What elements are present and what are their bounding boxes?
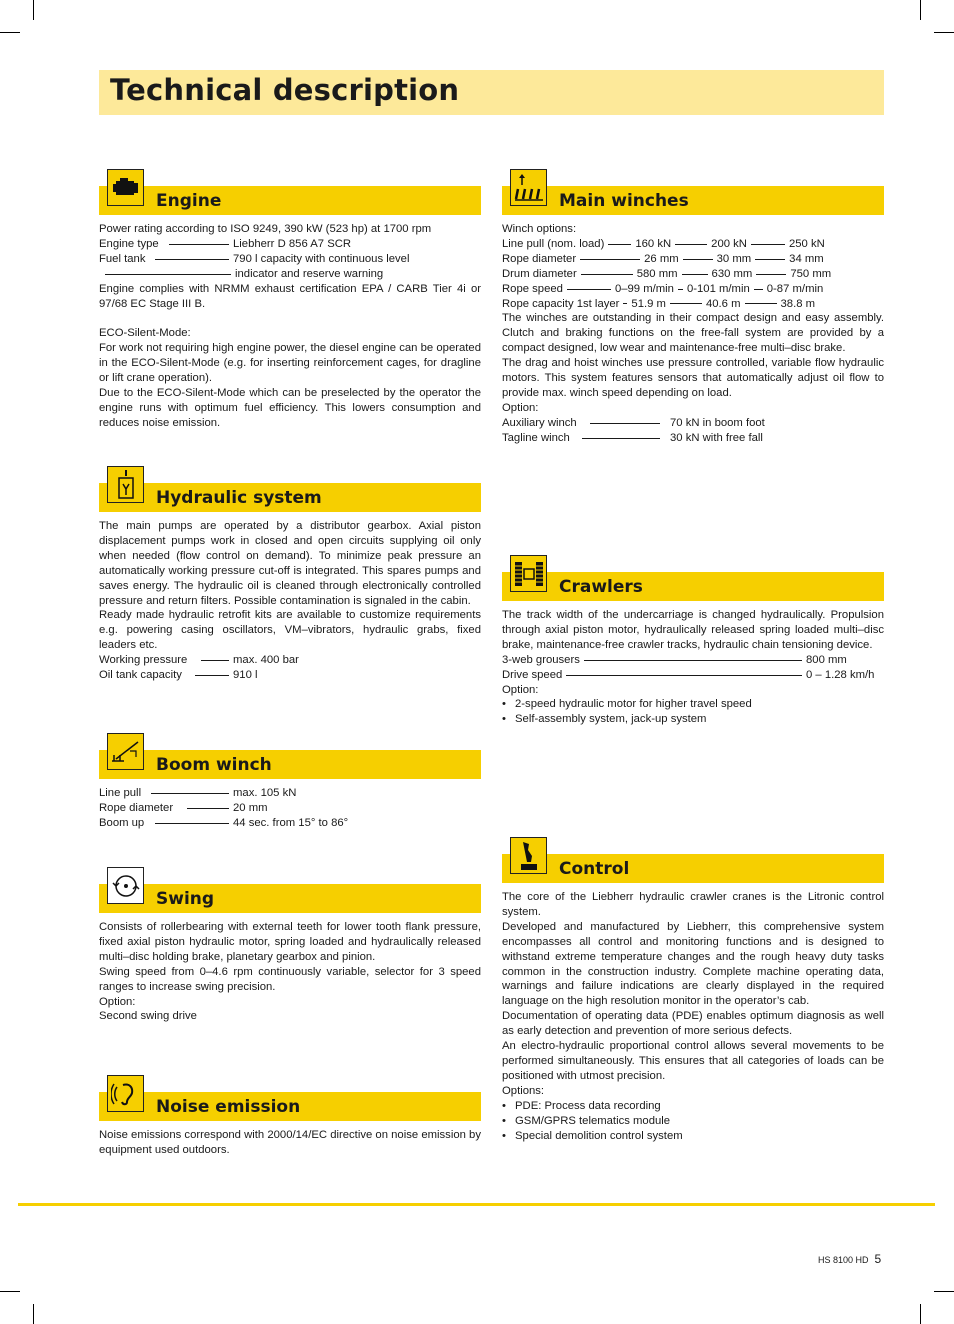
model-name: HS 8100 HD (818, 1255, 869, 1265)
spec-row: Tagline winch 30 kN with free fall (502, 431, 763, 444)
ear-icon (107, 1075, 144, 1112)
section-title: Engine (156, 191, 222, 211)
paragraph: An electro-hydraulic proportional control allows several movements to be performed simultaneously. This ensures that all categories of loads can be positioned with utmost precision. (502, 1040, 884, 1082)
paragraph: Engine complies with NRMM exhaust certification EPA / CARB Tier 4i or 97/68 EC Stage III B. (99, 282, 481, 310)
spec-label: Rope capacity 1st layer (502, 297, 620, 310)
spec-value: 630 mm (711, 267, 753, 280)
section-title: Control (559, 859, 630, 879)
spec-label: Rope diameter (502, 252, 577, 265)
leader-line (581, 274, 633, 275)
spec-row (502, 653, 884, 668)
spec-value: 910 l (233, 669, 258, 682)
section-header (99, 476, 481, 512)
list-item: • PDE: Process data recording (502, 1099, 884, 1114)
joystick-icon (510, 837, 547, 874)
spec-value: 44 sec. from 15° to 86° (233, 816, 349, 829)
leader-line (566, 675, 802, 676)
spec-value: indicator and reserve warning (235, 267, 384, 280)
subheading: Winch options: (502, 223, 577, 235)
subheading: Option: (502, 401, 539, 414)
spec-value: 250 kN (788, 237, 825, 250)
title-band (99, 70, 884, 115)
crop-mark (33, 0, 34, 20)
leader-line (608, 244, 631, 245)
option-list (502, 697, 884, 727)
paragraph: The track width of the undercarriage is changed hydraulically. Propulsion through axial piston motor, hydraulically released spring loaded multi–disc brake, maintenance-free crawler tracks, hydraulic chain tensioning device. (502, 609, 884, 651)
spec-value: 70 kN in boom foot (670, 416, 765, 429)
paragraph: Documentation of operating data (PDE) enables optimum diagnosis as well as early detection and prevention of more serious defects. (502, 1010, 884, 1038)
leader-line (670, 303, 702, 304)
section-header (502, 565, 884, 601)
noise-section (99, 1085, 481, 1158)
footer-rule (18, 1203, 935, 1206)
spec-value: 40.6 m (705, 297, 741, 310)
paragraph: Developed and manufactured by Liebherr, this comprehensive system encompasses all control and monitoring functions and is designed to withstand extreme temperature changes and the rough heavy duty tasks common in the construction industry. Complete machine operating data, warnings and failure indications are clearly displayed in the required language on the high resolution monitor in the operator’s cab. (502, 920, 884, 1008)
spec-row: Engine type Liebherr D 856 A7 SCR (99, 237, 352, 250)
paragraph: Ready made hydraulic retrofit kits are available to customize requirements e.g. powering casing oscillators, VM–vibrators, hydraulic grabs, fixed leaders etc. (99, 609, 481, 652)
engine-icon (107, 169, 144, 206)
leader-line (675, 244, 707, 245)
spec-value: 800 mm (806, 653, 847, 666)
crop-mark (934, 1291, 954, 1292)
spec-row: Oil tank capacity 910 l (99, 669, 258, 682)
leader-line (580, 259, 640, 260)
spec-row (502, 237, 884, 252)
hydraulic-section (99, 476, 481, 683)
subheading: Options: (502, 1084, 545, 1097)
section-header (99, 1085, 481, 1121)
crawlers-section (502, 565, 884, 727)
paragraph: Noise emissions correspond with 2000/14/EC directive on noise emission by equipment used outdoors. (99, 1129, 481, 1156)
spec-value: max. 105 kN (233, 787, 297, 799)
section-title: Noise emission (156, 1097, 301, 1117)
leader-line (590, 423, 660, 424)
leader-line (155, 259, 229, 260)
leader-line (582, 438, 660, 439)
section-header (99, 877, 481, 913)
swing-icon (107, 867, 144, 904)
section-body (502, 222, 884, 446)
list-item: • 2-speed hydraulic motor for higher travel speed (502, 697, 884, 712)
spec-row: Fuel tank 790 l capacity with continuous level (99, 252, 410, 265)
page-number: 5 (874, 1252, 882, 1266)
spec-value: 0-87 m/min (766, 282, 824, 295)
leader-line (683, 259, 713, 260)
crop-mark (920, 1304, 921, 1324)
page-title: Technical description (110, 73, 460, 107)
spec-row (502, 282, 884, 297)
leader-line (678, 289, 683, 290)
subheading: ECO-Silent-Mode: (99, 327, 191, 340)
crop-mark (33, 1304, 34, 1324)
spec-value: 30 kN with free fall (670, 431, 763, 444)
paragraph: The main pumps are operated by a distributor gearbox. Axial piston displacement pumps work in closed and open circuits supplying oil only when needed (flow control on demand). To minimize peak pressure an automatically working pressure cut-off is integrated. This spares pumps and saves energy. The hydraulic oil is cleaned through electronically controlled pressure and return filters. Possible contamination is signaled in the cabin. (99, 520, 481, 607)
section-title: Hydraulic system (156, 488, 322, 508)
spec-value: max. 400 bar (233, 654, 299, 667)
hydraulic-icon (107, 466, 144, 503)
section-body (99, 1128, 481, 1158)
spec-value: 51.9 m (631, 297, 666, 310)
page-footer (818, 1252, 881, 1266)
leader-line (105, 274, 231, 275)
spec-value: 0 – 1.28 km/h (806, 668, 875, 681)
spec-value: 0-101 m/min (686, 282, 750, 295)
engine-section (99, 179, 481, 431)
leader-line (169, 244, 229, 245)
paragraph: The winches are outstanding in their compact design and easy assembly. Clutch and braking functions on the free-fall system are provided by a compact designed, low wear and maintenance-free multi–disc brake. (502, 312, 884, 355)
section-header (99, 743, 481, 779)
leader-line (623, 303, 627, 304)
spec-label: Line pull (nom. load) (502, 237, 605, 250)
section-body (99, 222, 481, 431)
spec-label: Drive speed (502, 668, 563, 681)
section-title: Boom winch (156, 755, 272, 775)
spec-value: Liebherr D 856 A7 SCR (233, 237, 352, 250)
spec-value: 34 mm (789, 252, 824, 265)
spec-value: 790 l capacity with continuous level (233, 252, 410, 265)
crop-mark (0, 1291, 20, 1292)
spec-value: 26 mm (644, 252, 679, 265)
section-body (99, 519, 481, 683)
list-item: • GSM/GPRS telematics module (502, 1114, 884, 1129)
section-body (99, 786, 481, 831)
crawler-icon (510, 555, 547, 592)
spec-row: Line pull max. 105 kN (99, 787, 297, 799)
leader-line (195, 675, 229, 676)
leader-line (755, 259, 785, 260)
leader-line (567, 289, 611, 290)
paragraph: Due to the ECO-Silent-Mode which can be preselected by the operator the engine runs with optimum fuel efficiency. This lowers consumption and reduces noise emission. (99, 387, 481, 429)
list-item: • Self-assembly system, jack-up system (502, 712, 884, 727)
paragraph: The core of the Liebherr hydraulic crawler cranes is the Litronic control system. (502, 891, 884, 918)
paragraph: The drag and hoist winches use pressure controlled, variable flow hydraulic motors. This system features sensors that automatically adjust oil flow to provide max. winch speed depending on load. (502, 357, 884, 399)
leader-line (151, 793, 229, 794)
spec-value: 750 mm (790, 267, 832, 280)
main-winches-section (502, 179, 884, 446)
spec-value: 160 kN (635, 237, 672, 250)
spec-row (99, 267, 481, 282)
section-title: Swing (156, 889, 215, 909)
spec-row: Boom up 44 sec. from 15° to 86° (99, 816, 349, 829)
leader-line (201, 660, 229, 661)
subheading: Option: (502, 683, 539, 696)
spec-row: Working pressure max. 400 bar (99, 654, 299, 667)
spec-row (502, 668, 884, 683)
boom-winch-section (99, 743, 481, 831)
spec-value: 580 mm (636, 267, 678, 280)
spec-label: Drum diameter (502, 267, 577, 280)
section-title: Crawlers (559, 577, 643, 597)
leader-line (751, 244, 785, 245)
section-body (99, 920, 481, 1024)
spec-row (502, 267, 884, 282)
leader-line (754, 289, 763, 290)
spec-value: 20 mm (233, 801, 268, 814)
subheading: Option: (99, 995, 136, 1008)
paragraph: Consists of rollerbearing with external teeth for lower tooth flank pressure, fixed axial piston hydraulic motor, spring loaded and hydraulically released multi–disc holding brake, planetary gearbox and pinion. (99, 921, 481, 963)
paragraph: For work not requiring high engine power, the diesel engine can be operated in the ECO-Silent-Mode (e.g. for inserting reinforcement cages, for dragline or lift crane operation). (99, 342, 481, 385)
section-header (99, 179, 481, 215)
leader-line (187, 808, 229, 809)
section-header (502, 179, 884, 215)
leader-line (155, 823, 229, 824)
spec-label: Rope speed (502, 282, 563, 295)
swing-section (99, 877, 481, 1024)
leader-line (584, 660, 802, 661)
spec-value: 200 kN (711, 237, 747, 250)
paragraph: Power rating according to ISO 9249, 390 kW (523 hp) at 1700 rpm (99, 223, 432, 235)
option-item: Second swing drive (99, 1010, 197, 1023)
section-body (502, 890, 884, 1143)
section-title: Main winches (559, 191, 689, 211)
spec-value: 38.8 m (780, 297, 816, 310)
crop-mark (920, 0, 921, 20)
list-item: • Special demolition control system (502, 1129, 884, 1144)
spec-label: 3-web grousers (502, 653, 580, 666)
crop-mark (934, 32, 954, 33)
leader-line (756, 274, 786, 275)
winch-icon (510, 169, 547, 206)
spec-value: 30 mm (716, 252, 752, 265)
leader-line (745, 303, 777, 304)
crop-mark (0, 32, 20, 33)
option-list (502, 1099, 884, 1144)
spec-row: Auxiliary winch 70 kN in boom foot (502, 416, 765, 429)
spec-row: Rope diameter 20 mm (99, 801, 268, 814)
spec-row (502, 252, 884, 267)
paragraph: Swing speed from 0–4.6 rpm continuously variable, selector for 3 speed ranges to increase swing precision. (99, 965, 481, 993)
spec-row (502, 297, 884, 312)
boom-winch-icon (107, 733, 144, 770)
leader-line (682, 274, 708, 275)
section-header (502, 847, 884, 883)
section-body (502, 608, 884, 727)
control-section (502, 847, 884, 1143)
spec-value: 0–99 m/min (614, 282, 674, 295)
